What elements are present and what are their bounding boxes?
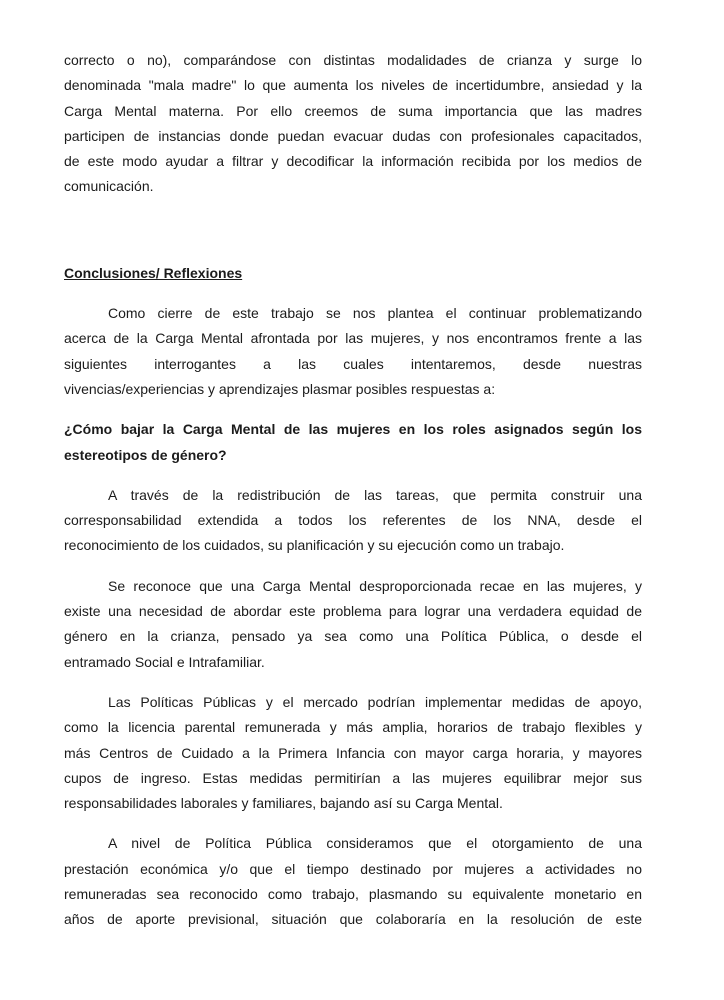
paragraph-nivel-politica-publica-line-2: prestación económica y/o que el tiempo destinado por mujeres a actividades no	[64, 860, 642, 877]
paragraph-politicas-publicas-mercado	[64, 690, 642, 816]
paragraph-continued-line-3: Carga Mental materna. Por ello creemos de suma importancia que las madres	[64, 102, 642, 119]
paragraph-politicas-publicas-mercado-line-5: responsabilidades laborales y familiares, bajando así su Carga Mental.	[64, 795, 503, 812]
paragraph-como-cierre-line-4: vivencias/experiencias y aprendizajes plasmar posibles respuestas a:	[64, 380, 496, 397]
paragraph-politicas-publicas-mercado-line-1: Las Políticas Públicas y el mercado podrían implementar medidas de apoyo,	[108, 693, 642, 710]
paragraph-continued-line-5: de este modo ayudar a filtrar y decodificar la información recibida por los medios de	[64, 153, 642, 170]
paragraph-se-reconoce-line-2: existe una necesidad de abordar este problema para lograr una verdadera equidad de	[64, 603, 642, 620]
paragraph-como-cierre-line-1: Como cierre de este trabajo se nos plantea el continuar problematizando	[108, 305, 642, 322]
heading-conclusiones-reflexiones	[64, 261, 642, 286]
paragraph-como-cierre-line-2: acerca de la Carga Mental afrontada por las mujeres, y nos encontramos frente a las	[64, 330, 642, 347]
question-como-bajar-carga-mental-line-1: ¿Cómo bajar la Carga Mental de las mujeres en los roles asignados según los	[64, 421, 642, 438]
paragraph-politicas-publicas-mercado-line-2: como la licencia parental remunerada y más amplia, horarios de trabajo flexibles y	[64, 719, 642, 736]
paragraph-como-cierre-line-3: siguientes interrogantes a las cuales intentaremos, desde nuestras	[64, 355, 642, 372]
paragraph-politicas-publicas-mercado-line-4: cupos de ingreso. Estas medidas permitirían a las mujeres equilibrar mejor sus	[64, 769, 642, 786]
paragraph-continued-line-2: denominada "mala madre" lo que aumenta los niveles de incertidumbre, ansiedad y la	[64, 77, 642, 94]
paragraph-se-reconoce-line-4: entramado Social e Intrafamiliar.	[64, 653, 265, 670]
paragraph-a-traves-redistribucion-line-2: corresponsabilidad extendida a todos los referentes de los NNA, desde el	[64, 512, 642, 529]
paragraph-a-traves-redistribucion	[64, 483, 642, 559]
paragraph-continued-line-1: correcto o no), comparándose con distintas modalidades de crianza y surge lo	[64, 52, 642, 68]
paragraph-politicas-publicas-mercado-line-3: más Centros de Cuidado a la Primera Infancia con mayor carga horaria, y mayores	[64, 744, 642, 761]
paragraph-continued-line-4: participen de instancias donde puedan evacuar dudas con profesionales capacitados,	[64, 127, 642, 144]
paragraph-a-traves-redistribucion-line-3: reconocimiento de los cuidados, su planificación y su ejecución como un trabajo.	[64, 537, 565, 554]
heading-conclusiones-reflexiones-line-1: Conclusiones/ Reflexiones	[64, 264, 243, 281]
paragraph-continued-line-6: comunicación.	[64, 178, 154, 195]
paragraph-se-reconoce	[64, 574, 642, 675]
paragraph-nivel-politica-publica-line-1: A nivel de Política Pública consideramos que el otorgamiento de una	[108, 835, 642, 852]
paragraph-nivel-politica-publica	[64, 831, 642, 932]
paragraph-se-reconoce-line-1: Se reconoce que una Carga Mental desproporcionada recae en las mujeres, y	[108, 577, 642, 594]
paragraph-continued	[64, 48, 642, 200]
paragraph-nivel-politica-publica-line-4: años de aporte previsional, situación que colaboraría en la resolución de este	[64, 911, 642, 928]
paragraph-nivel-politica-publica-line-3: remuneradas sea reconocido como trabajo, plasmando su equivalente monetario en	[64, 886, 642, 903]
paragraph-se-reconoce-line-3: género en la crianza, pensado ya sea como una Política Pública, o desde el	[64, 628, 642, 645]
question-como-bajar-carga-mental-line-2: estereotipos de género?	[64, 446, 227, 463]
paragraph-como-cierre	[64, 301, 642, 402]
paragraph-a-traves-redistribucion-line-1: A través de la redistribución de las tareas, que permita construir una	[108, 486, 642, 503]
document-body	[64, 48, 642, 948]
question-como-bajar-carga-mental	[64, 417, 642, 468]
